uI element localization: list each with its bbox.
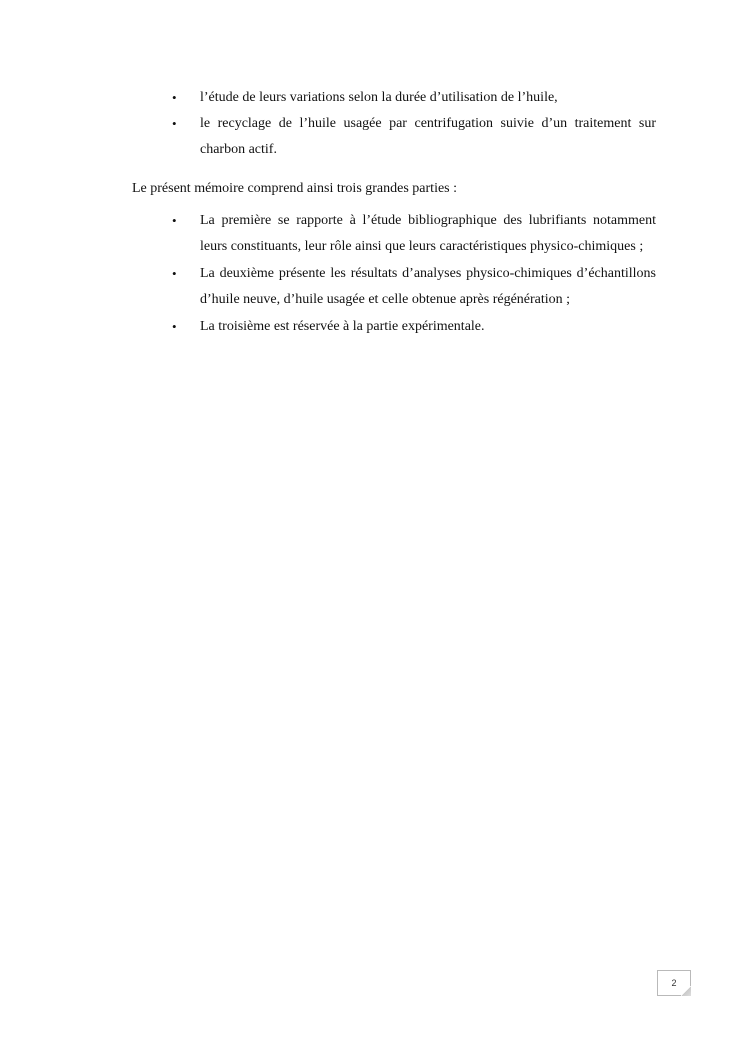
- list-item-text: La deuxième présente les résultats d’analyses physico-chimiques d’échantillons d’huile neuve, d’huile usagée et celle obtenue après régénération ;: [200, 266, 656, 307]
- body-paragraph: Le présent mémoire comprend ainsi trois grandes parties :: [132, 181, 458, 196]
- bullet-icon: •: [172, 319, 177, 334]
- list-item: [172, 111, 656, 163]
- list-item: [172, 314, 656, 340]
- page-curl-icon: [681, 986, 691, 996]
- bullet-icon: •: [172, 266, 177, 281]
- intro-bullet-list: [172, 85, 656, 163]
- list-item-text: La première se rapporte à l’étude bibliographique des lubrifiants notamment leurs constituants, leur rôle ainsi que leurs caractéristiques physico-chimiques ;: [200, 213, 656, 254]
- page-number-box: [657, 970, 691, 996]
- list-item-text: l’étude de leurs variations selon la durée d’utilisation de l’huile,: [200, 90, 558, 105]
- list-item-text: le recyclage de l’huile usagée par centrifugation suivie d’un traitement sur charbon actif.: [200, 116, 656, 157]
- bullet-icon: •: [172, 116, 177, 131]
- bullet-icon: •: [172, 90, 177, 105]
- parts-bullet-list: [172, 208, 656, 341]
- bullet-icon: •: [172, 213, 177, 228]
- list-item: [172, 208, 656, 260]
- list-item-text: La troisième est réservée à la partie expérimentale.: [200, 319, 485, 334]
- list-item: [172, 261, 656, 313]
- page-number: 2: [671, 978, 677, 988]
- list-item: [172, 85, 656, 111]
